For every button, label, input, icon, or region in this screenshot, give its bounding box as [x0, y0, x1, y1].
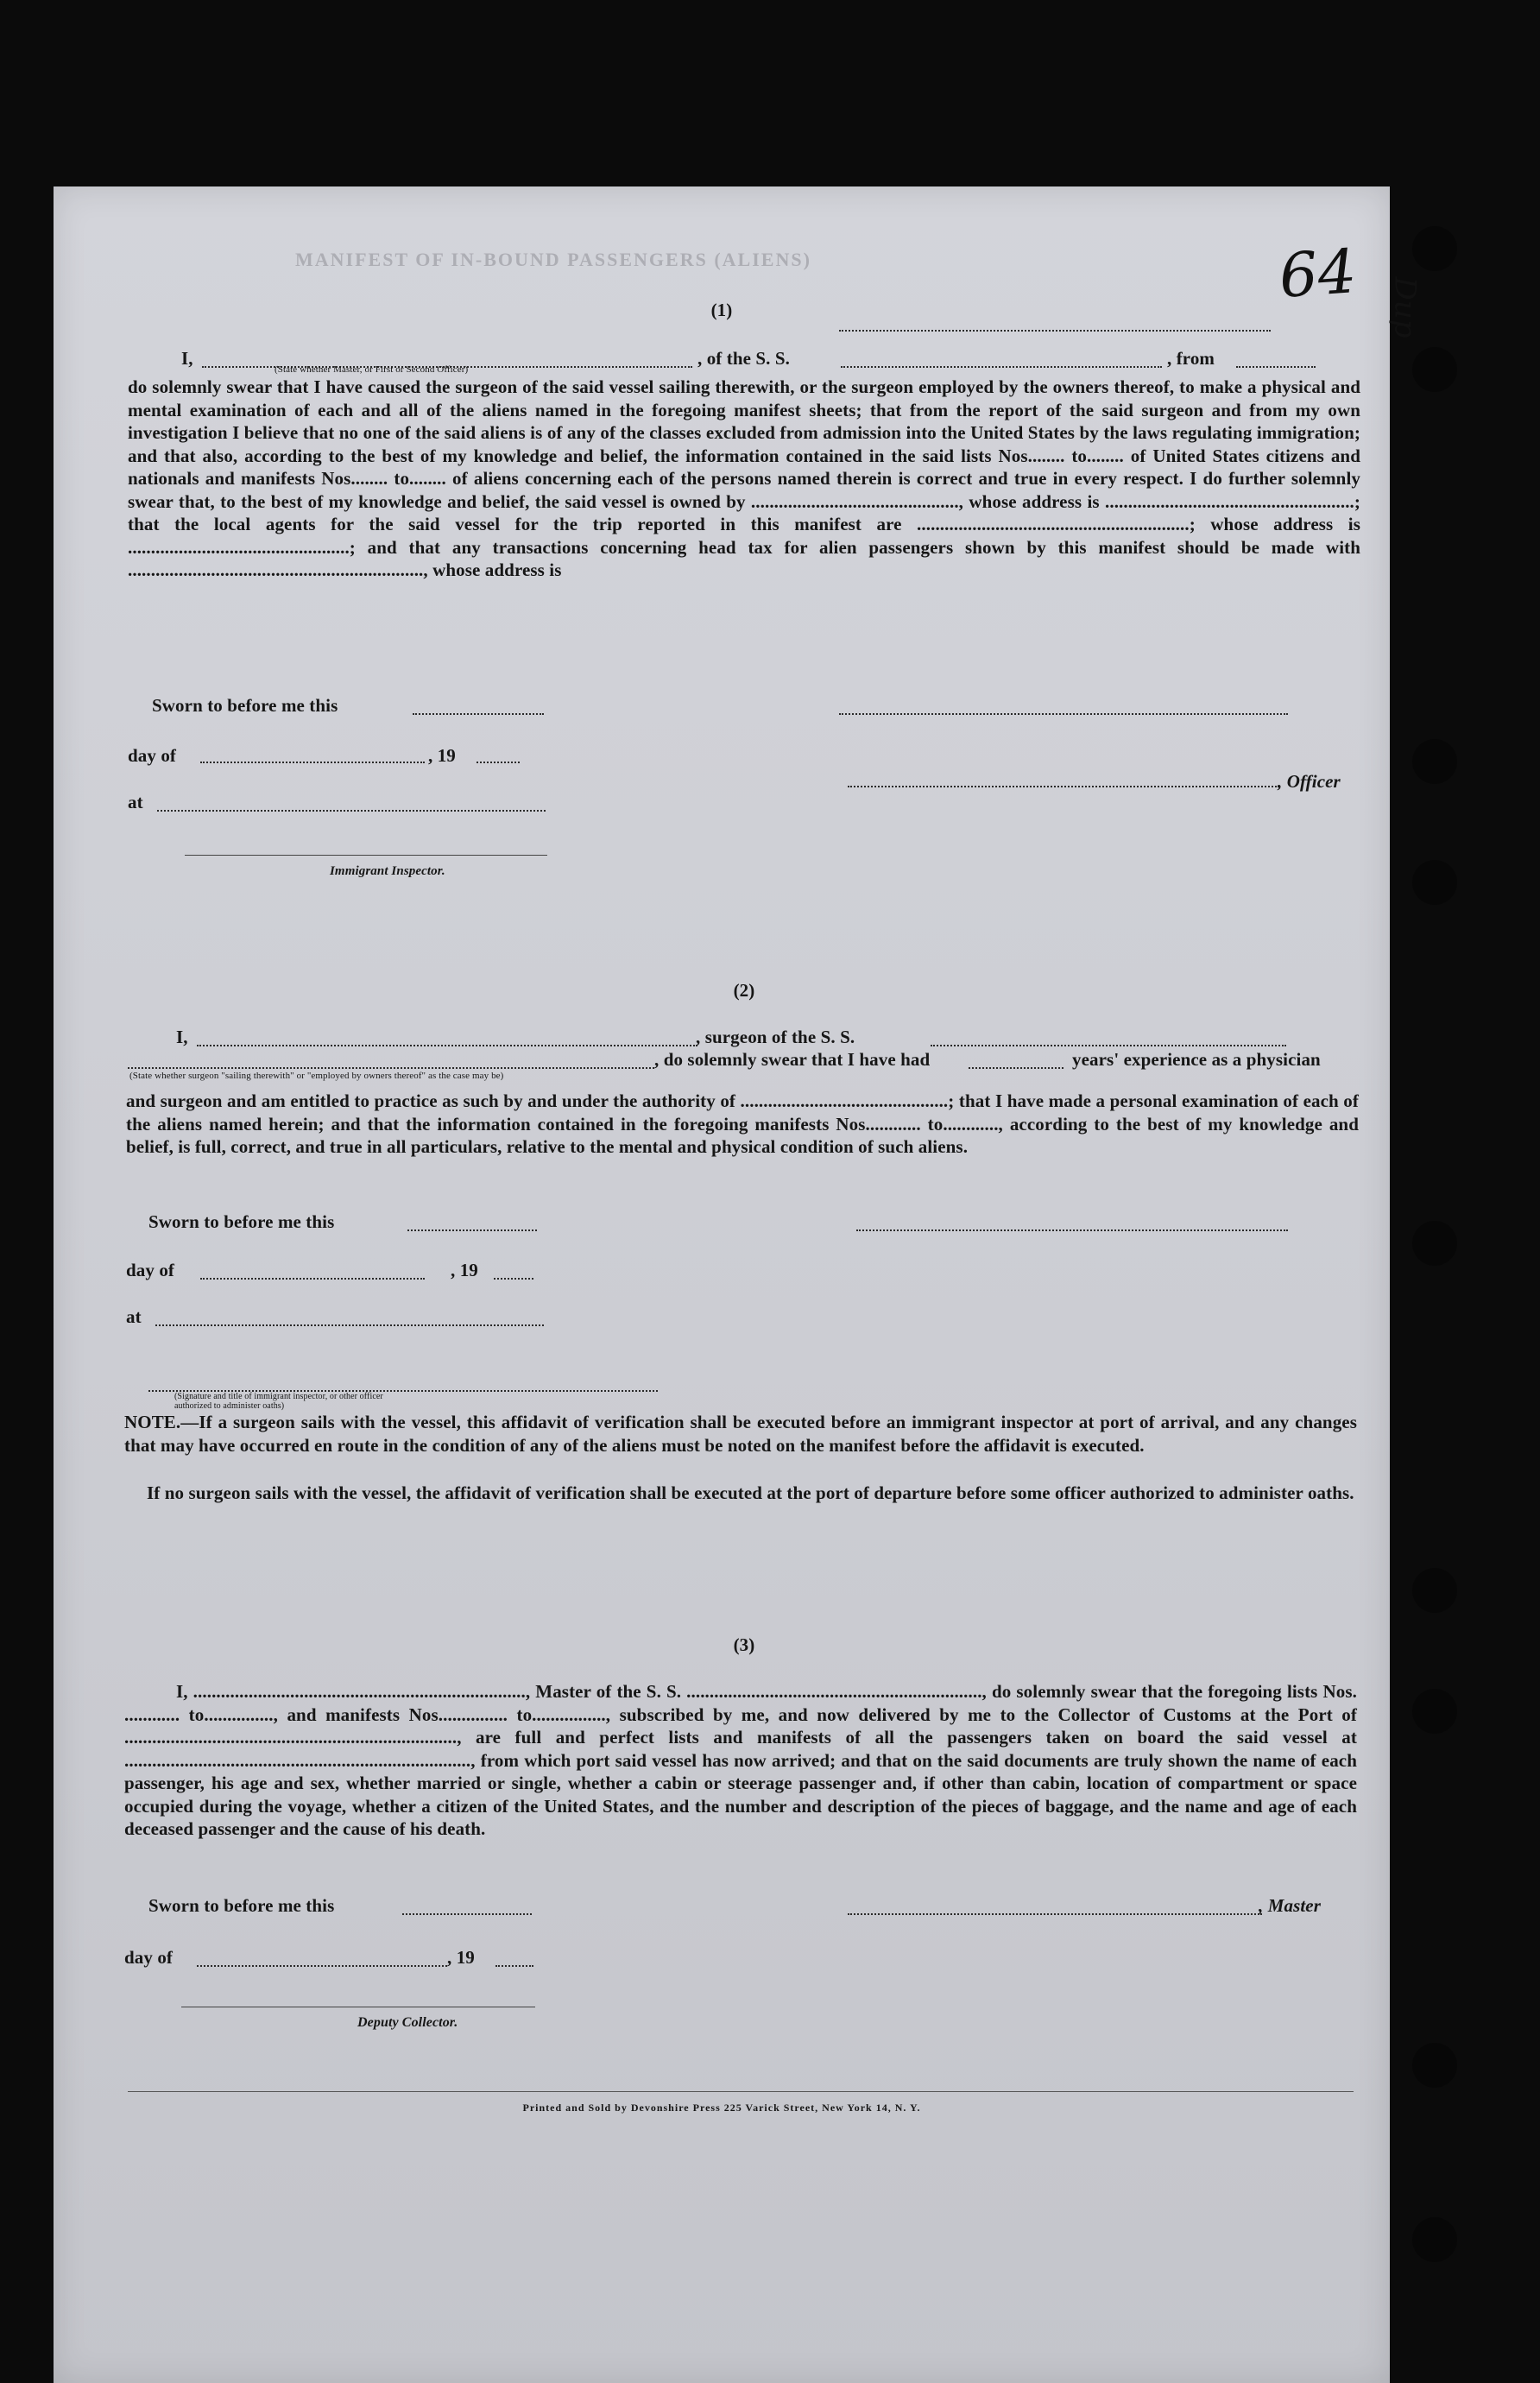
- years-line: [969, 1067, 1063, 1069]
- caption-officer: (State whether Master, or First or Second Officer): [275, 364, 469, 375]
- printer-imprint: Printed and Sold by Devonshire Press 225 Varick Street, New York 14, N. Y.: [522, 2102, 921, 2114]
- section-2-sworn-line: [407, 1229, 537, 1231]
- section-1-of-the-ss: , of the S. S.: [697, 348, 790, 369]
- section-2-sworn: Sworn to before me this: [148, 1211, 335, 1232]
- section-1-year: , 19: [428, 745, 456, 766]
- document-page: [54, 186, 1423, 2383]
- from-port-line: [1236, 366, 1316, 368]
- section-2-year: , 19: [451, 1260, 478, 1280]
- binder-hole-9: [1412, 2217, 1457, 2262]
- section-2-surgeon-of: , surgeon of the S. S.: [696, 1027, 855, 1047]
- note-paragraph-2: If no surgeon sails with the vessel, the affidavit of verification shall be executed at the port of departure before some officer authorized to administer oaths.: [147, 1482, 1354, 1503]
- section-1-number: (1): [710, 300, 733, 320]
- section-3-deputy: Deputy Collector.: [357, 2015, 458, 2030]
- section-2-year-line: [494, 1278, 533, 1280]
- section-1-officer: , Officer: [1278, 771, 1341, 792]
- binder-hole-2: [1412, 347, 1457, 392]
- section-3-master: , Master: [1259, 1895, 1321, 1916]
- section-2-line2-b: years' experience as a physician: [1072, 1049, 1321, 1070]
- surgeon-vessel-line: [931, 1045, 1286, 1046]
- surgeon-status-line: [128, 1067, 654, 1069]
- section-3-sworn: Sworn to before me this: [148, 1895, 335, 1916]
- section-3-day-of: day of: [124, 1947, 174, 1968]
- section-1-body: do solemnly swear that I have caused the surgeon of the said vessel sailing therewith, or the surgeon employed by the owners thereof, to make a physical and mental examination of each and all of the aliens named in the foregoing manifest sheets; that from the report of the said surgeon and from my own investigation I believe that no one of the said aliens is of any of the classes excluded from admission into the United States by the laws regulating immigration; and that also, according to the best of my knowledge and belief, the information contained in the said lists Nos........ to........ of United States citizens and nationals and manifests Nos........ to........ of aliens concerning each of the persons named therein is correct and true in every respect. I do further solemnly swear that, to the best of my knowledge and belief, the said vessel is owned by ............................................., whose address is ......................................................; that the local agents for the said vessel for the trip reported in this manifest are ...........................................................; whose address is ................................................; and that any transactions concerning head tax for alien passengers shown by this manifest should be made with ................................................................, whose address is: [128, 376, 1360, 580]
- bleed-through-text: MANIFEST OF IN-BOUND PASSENGERS (ALIENS): [295, 249, 811, 270]
- binder-hole-3: [1412, 739, 1457, 784]
- binder-hole-6: [1412, 1568, 1457, 1613]
- section-1-right-line: [839, 713, 1288, 715]
- vessel-name-line: [841, 366, 1162, 368]
- section-3-day-line: [197, 1965, 447, 1967]
- section-2-number: (2): [733, 980, 755, 1001]
- caption-signature: (Signature and title of immigrant inspector, or other officer authorized to administer oaths): [174, 1392, 383, 1411]
- section-3-sworn-line: [402, 1913, 532, 1915]
- section-1-at-line: [157, 810, 546, 812]
- section-3-year-line: [495, 1965, 533, 1967]
- surgeon-name-line: [197, 1045, 697, 1046]
- section-2-at: at: [126, 1306, 142, 1327]
- section-2-line2: , do solemnly swear that I have had: [654, 1049, 931, 1070]
- handwritten-page-number: 64: [1277, 235, 1359, 313]
- binder-hole-4: [1412, 860, 1457, 905]
- section-2-i: I,: [176, 1027, 188, 1047]
- section-2-at-line: [155, 1324, 544, 1326]
- binder-hole-1: [1412, 226, 1457, 271]
- section-1-inspector: Immigrant Inspector.: [330, 864, 445, 878]
- caption-surgeon: (State whether surgeon "sailing therewith" or "employed by owners thereof" as the case may be): [129, 1071, 504, 1081]
- top-dotted-rule: [839, 330, 1271, 332]
- note-label: NOTE.: [124, 1412, 181, 1432]
- section-1-i: I,: [181, 348, 193, 369]
- section-1-from: , from: [1167, 348, 1215, 369]
- officer-signature-line: [848, 786, 1279, 787]
- section-1-year-line: [477, 762, 520, 763]
- section-1-day-of: day of: [128, 745, 177, 766]
- section-1-sworn: Sworn to before me this: [152, 695, 338, 716]
- section-2-right-line: [856, 1229, 1288, 1231]
- binder-hole-5: [1412, 1221, 1457, 1266]
- inspector-signature-line: [185, 855, 547, 856]
- section-3-year: , 19: [447, 1947, 475, 1968]
- handwritten-margin-note: Dup: [1387, 276, 1423, 338]
- section-1-at: at: [128, 792, 143, 812]
- note-paragraph-1: [124, 1411, 1357, 1457]
- section-3-body: I, ........................................................................, Master of the S. S. ................................................................, do solemnly swear that the foregoing lists Nos. ............ to..............., and manifests Nos............... to................, subscribed by me, and now delivered by me to the Collector of Customs at the Port of ........................................................................, are full and perfect lists and manifests of all the passengers taken on board the said vessel at ..........................................................................., from which port said vessel has now arrived; and that on the said documents are truly shown the name of each passenger, his age and sex, whether married or single, whether a cabin or steerage passenger and, if other than cabin, location of compartment or space occupied during the voyage, whether a citizen of the United States, and the number and description of the pieces of baggage, and the name and age of each deceased passenger and the cause of his death.: [124, 1681, 1357, 1839]
- binder-hole-7: [1412, 1689, 1457, 1734]
- section-3-number: (3): [733, 1634, 755, 1655]
- section-2-day-line: [200, 1278, 425, 1280]
- section-1-sworn-line: [413, 713, 544, 715]
- section-2-body: and surgeon and am entitled to practice as such by and under the authority of .............................................; that I have made a personal examination of each of the aliens named herein; and that the information contained in the foregoing manifests Nos............ to............, according to the best of my knowledge and belief, is full, correct, and true in all particulars, relative to the mental and physical condition of such aliens.: [126, 1090, 1359, 1157]
- footer-rule: [128, 2091, 1354, 2092]
- binder-hole-8: [1412, 2043, 1457, 2088]
- note-text-1: —If a surgeon sails with the vessel, this affidavit of verification shall be executed before an immigrant inspector at port of arrival, and any changes that may have occurred en route in the condition of any of the aliens must be noted on the manifest before the affidavit is executed.: [124, 1412, 1357, 1456]
- section-1-day-line: [200, 762, 425, 763]
- master-signature-line: [848, 1913, 1262, 1915]
- section-2-day-of: day of: [126, 1260, 175, 1280]
